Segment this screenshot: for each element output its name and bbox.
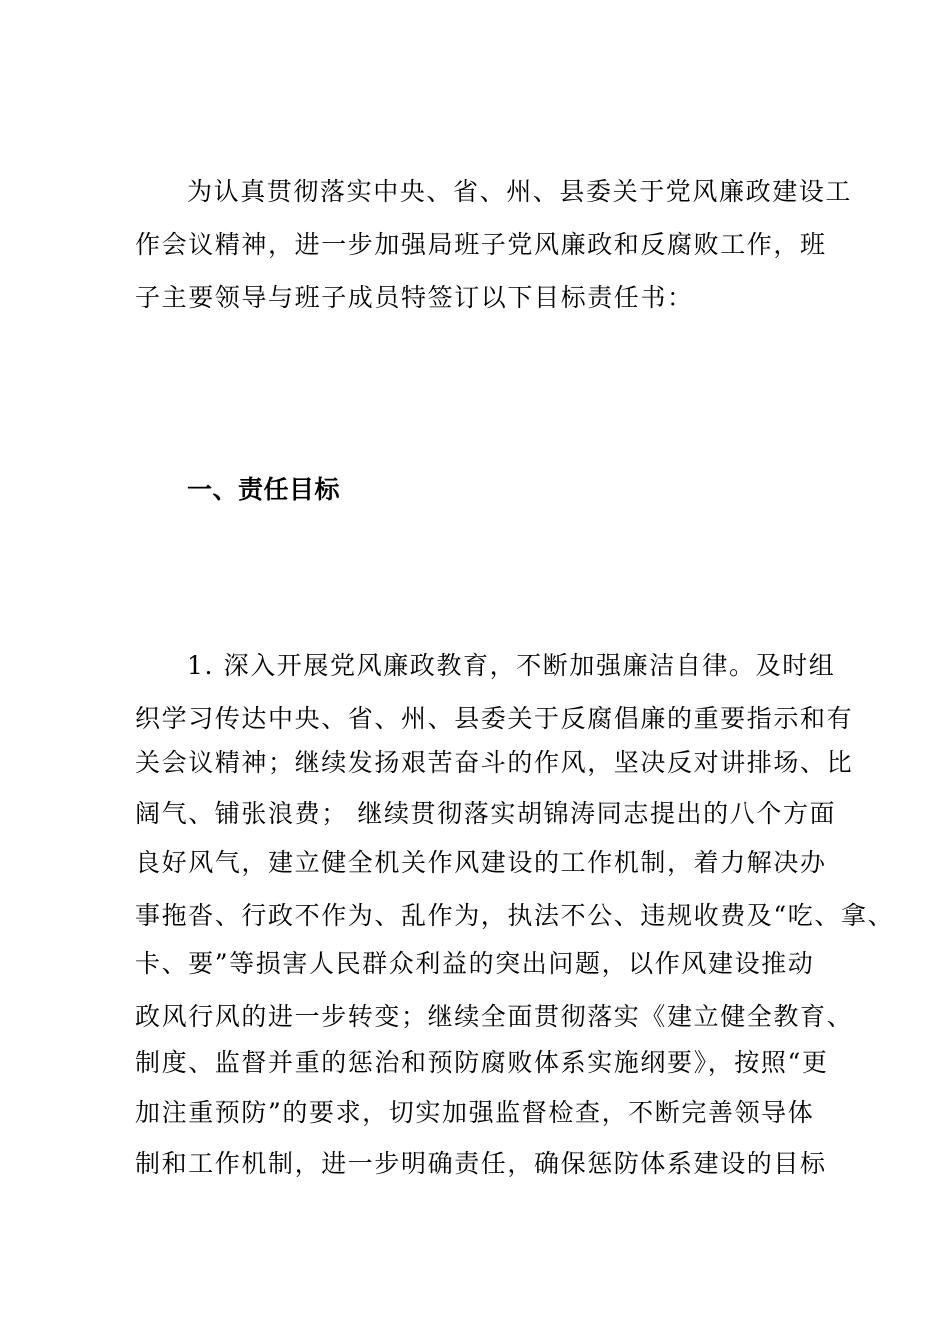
paragraph-line: 政风行风的进一步转变；继续全面贯彻落实《建立健全教育、 [135, 1002, 854, 1031]
intro-line: 作会议精神，进一步加强局班子党风廉政和反腐败工作，班 [135, 230, 827, 259]
intro-line: 为认真贯彻落实中央、省、州、县委关于党风廉政建设工 [187, 177, 853, 206]
paragraph-line: 制度、监督并重的惩治和预防腐败体系实施纲要》，按照“更 [135, 1048, 829, 1077]
paragraph-line: 1. 深入开展党风廉政教育，不断加强廉洁自律。及时组 [187, 651, 836, 680]
intro-line: 子主要领导与班子成员特签订以下目标责任书： [135, 283, 694, 312]
paragraph-line: 良好风气，建立健全机关作风建设的工作机制，着力解决办 [135, 848, 827, 877]
paragraph-line: 事拖沓、行政不作为、乱作为，执法不公、违规收费及“吃、拿、 [135, 901, 895, 930]
paragraph-line: 阔气、铺张浪费； 继续贯彻落实胡锦涛同志提出的八个方面 [135, 799, 837, 828]
paragraph-line: 卡、要”等损害人民群众利益的突出问题，以作风建设推动 [135, 949, 815, 978]
paragraph-line: 关会议精神；继续发扬艰苦奋斗的作风，坚决反对讲排场、比 [135, 748, 854, 777]
paragraph-line: 制和工作机制，进一步明确责任，确保惩防体系建设的目标 [135, 1149, 827, 1178]
paragraph-line: 加注重预防”的要求，切实加强监督检查，不断完善领导体 [135, 1098, 815, 1127]
paragraph-line: 织学习传达中央、省、州、县委关于反腐倡廉的重要指示和有 [135, 704, 854, 733]
section-heading: 一、责任目标 [187, 475, 341, 504]
